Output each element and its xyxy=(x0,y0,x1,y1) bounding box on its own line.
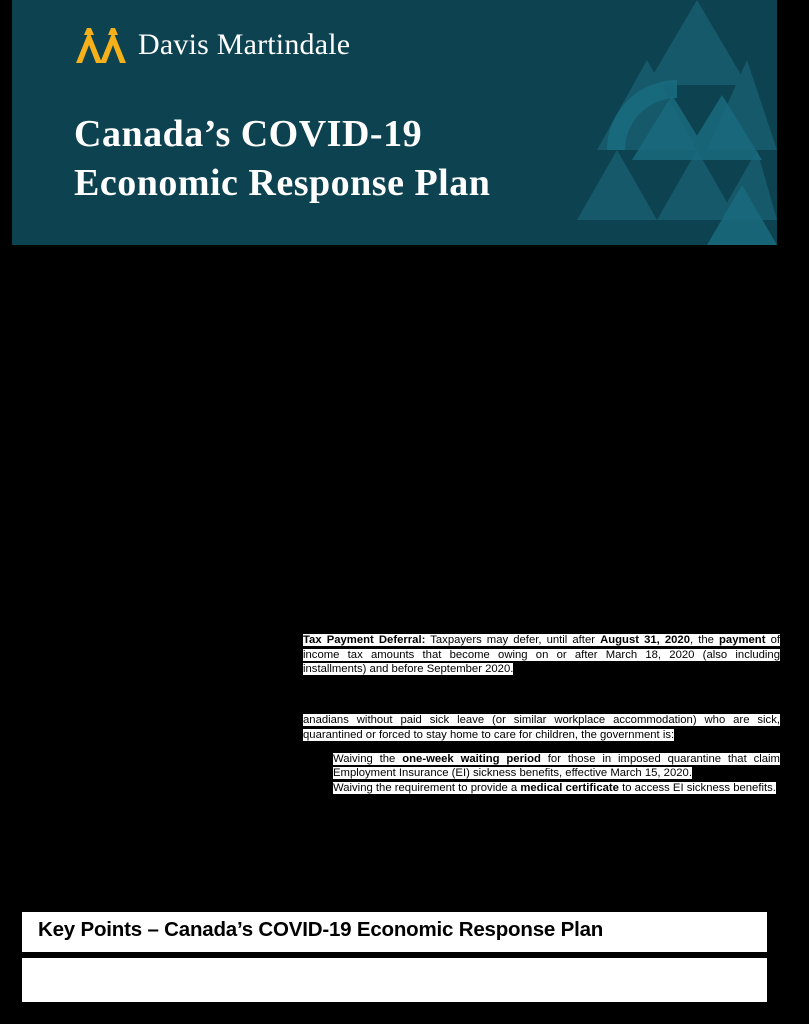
key-points-title: Key Points – Canada’s COVID-19 Economic Response Plan xyxy=(38,918,604,941)
no-interest-text: No interest or penalties will accumulate on these amounts during this period. xyxy=(398,688,780,701)
header-banner xyxy=(12,0,777,245)
tax-deferral-label: Tax Payment Deferral: xyxy=(303,634,426,646)
davis-martindale-mountain-icon xyxy=(74,25,130,65)
logo xyxy=(74,22,350,68)
bullet-1-bold: one-week waiting period xyxy=(402,752,541,765)
bullet-2-text-2: to access EI sickness benefits. xyxy=(618,781,776,794)
paragraph-tax-deferral xyxy=(303,633,780,677)
page-title-line-2: Economic Response Plan xyxy=(74,161,491,204)
brand-name: Davis Martindale xyxy=(138,28,351,61)
paragraph-sick-leave-intro xyxy=(303,713,780,742)
tax-deferral-payment: payment xyxy=(719,634,766,646)
list-item xyxy=(333,781,780,796)
bullet-1-text-1: Waiving the xyxy=(333,752,403,765)
tax-deferral-text-3: of income tax amounts that become owing on or after March 18, 2020 (also including installments) and before September 2020. xyxy=(303,634,780,676)
list-item xyxy=(333,752,780,781)
bullet-2-bold: medical certificate xyxy=(520,781,619,794)
bullet-1-text-2: for those in imposed quarantine that claim Employment Insurance (EI) sickness benefits, effective March 15, 2020. xyxy=(333,752,780,780)
page-title-line-1: Canada’s COVID-19 xyxy=(74,113,423,155)
paragraph-no-interest xyxy=(303,688,780,703)
tax-deferral-text-1: Taxpayers may defer, until after xyxy=(425,634,601,646)
page-title xyxy=(74,110,634,207)
document-body xyxy=(303,633,780,795)
sick-leave-intro-text: anadians without paid sick leave (or similar workplace accommodation) who are sick, quarantined or forced to stay home to care for children, the government is: xyxy=(303,714,780,741)
tax-deferral-text-2: , the xyxy=(690,634,720,646)
tax-deferral-date: August 31, 2020 xyxy=(600,634,690,646)
key-points-content-area xyxy=(22,958,767,1002)
bullet-2-text-1: Waiving the requirement to provide a xyxy=(333,781,521,794)
